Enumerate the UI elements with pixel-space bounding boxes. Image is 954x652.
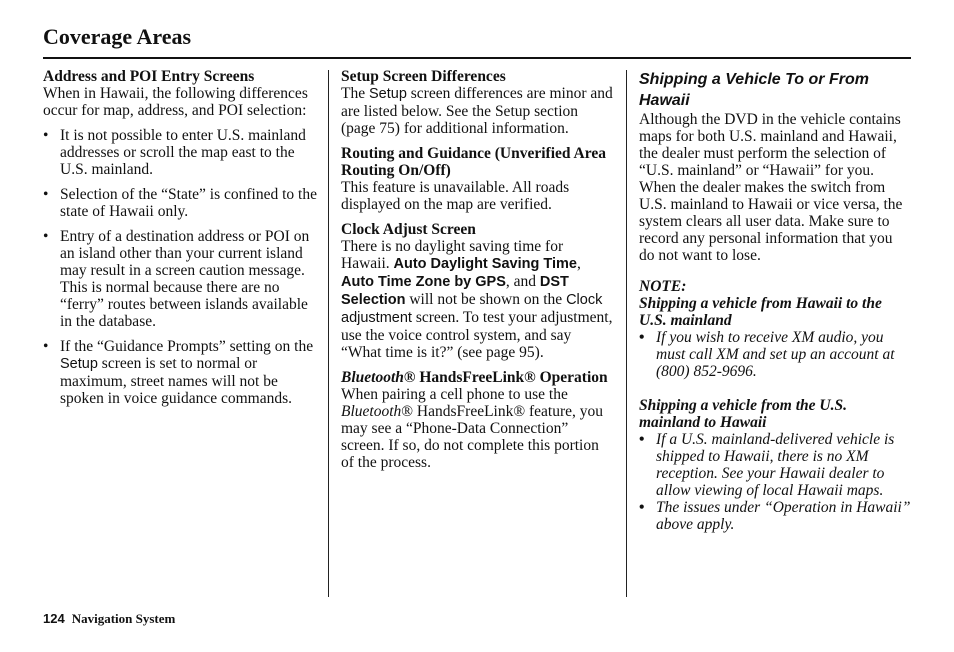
bullet-icon: •	[43, 186, 49, 203]
bluetooth-paragraph: When pairing a cell phone to use the Bluetooth® HandsFreeLink® feature, you may see a “Phone-Data Connection” screen. If so, do not complete this portion of the process.	[341, 386, 604, 471]
page-footer	[43, 611, 175, 627]
list-item: • It is not possible to enter U.S. mainland addresses or scroll the map east to the U.S. mainland.	[43, 127, 306, 178]
routing-paragraph: This feature is unavailable. All roads displayed on the map are verified.	[341, 179, 570, 213]
column-3	[639, 68, 911, 533]
bullet-icon: •	[639, 499, 645, 516]
shipping-paragraph: Although the DVD in the vehicle contains maps for both U.S. mainland and Hawaii, the dealer must perform the selection of “U.S. mainland” or “Hawaii” for you. When the dealer makes the switch from U.S. mainland to Hawaii or vice versa, the system clears all user data. Make sure to record any personal information that you do not want to lose.	[639, 111, 903, 264]
bullet-icon: •	[639, 431, 645, 448]
section-heading-setup: Setup Screen Differences	[341, 68, 506, 85]
list-item: • The issues under “Operation in Hawaii” above apply.	[639, 499, 911, 533]
ui-term-dst-selection: DST Selection	[341, 274, 569, 308]
list-item: • If you wish to receive XM audio, you must call XM and set up an account at (800) 852-9696.	[639, 329, 895, 380]
column-divider-1	[328, 70, 329, 597]
note-label: NOTE:	[639, 278, 687, 295]
ui-term-setup: Setup	[60, 356, 98, 372]
ui-term-auto-daylight: Auto Daylight Saving Time	[393, 256, 577, 272]
section-heading-bluetooth: Bluetooth® HandsFreeLink® Operation	[341, 369, 608, 386]
bullet-icon: •	[43, 338, 49, 355]
column-2	[341, 68, 613, 471]
ui-term-auto-time-zone: Auto Time Zone by GPS	[341, 274, 506, 290]
page-title: Coverage Areas	[43, 24, 192, 49]
note-list	[639, 431, 911, 533]
list-item: • If the “Guidance Prompts” setting on the Setup screen is set to normal or maximum, street names will not be spoken in voice guidance commands.	[43, 338, 314, 407]
bullet-icon: •	[43, 127, 49, 144]
section-intro: When in Hawaii, the following differences occur for map, address, and POI selection:	[43, 85, 308, 119]
clock-paragraph: There is no daylight saving time for Hawaii. Auto Daylight Saving Time, Auto Time Zone by GPS, and DST Selection will not be shown on the Clock adjustment screen. To test your adjustment, use the voice control system, and say “What time is it?” (see page 95).	[341, 238, 613, 361]
bullet-icon: •	[43, 228, 49, 245]
bullet-list	[43, 127, 318, 407]
ui-term-clock-adjustment: Clock adjustment	[341, 292, 603, 326]
note-list	[639, 329, 911, 380]
footer-section-title: Navigation System	[71, 611, 176, 626]
column-divider-2	[626, 70, 627, 597]
ui-term-setup: Setup	[368, 86, 407, 102]
note-subheading-hawaii-to-mainland: Shipping a vehicle from Hawaii to the U.S. mainland	[639, 295, 882, 329]
note-subheading-mainland-to-hawaii: Shipping a vehicle from the U.S. mainland to Hawaii	[639, 397, 847, 431]
page-number: 124	[43, 611, 65, 626]
list-item: • Entry of a destination address or POI on an island other than your current island may result in a screen caution message. This is normal because there are no “ferry” routes between islands available in the database.	[43, 228, 310, 330]
column-1	[43, 68, 318, 415]
list-item: • If a U.S. mainland-delivered vehicle is shipped to Hawaii, there is no XM reception. See your Hawaii dealer to allow viewing of local Hawaii maps.	[639, 431, 895, 499]
section-heading-clock: Clock Adjust Screen	[341, 221, 476, 238]
setup-paragraph: The Setup screen differences are minor and are listed below. See the Setup section (page 75) for additional information.	[341, 85, 613, 137]
list-item: • Selection of the “State” is confined to the state of Hawaii only.	[43, 186, 317, 220]
title-rule	[43, 57, 911, 59]
section-heading-routing: Routing and Guidance (Unverified Area Routing On/Off)	[341, 145, 606, 179]
bullet-icon: •	[639, 329, 645, 346]
section-heading-address-poi: Address and POI Entry Screens	[43, 68, 255, 85]
section-heading-shipping: Shipping a Vehicle To or From Hawaii	[639, 71, 869, 109]
